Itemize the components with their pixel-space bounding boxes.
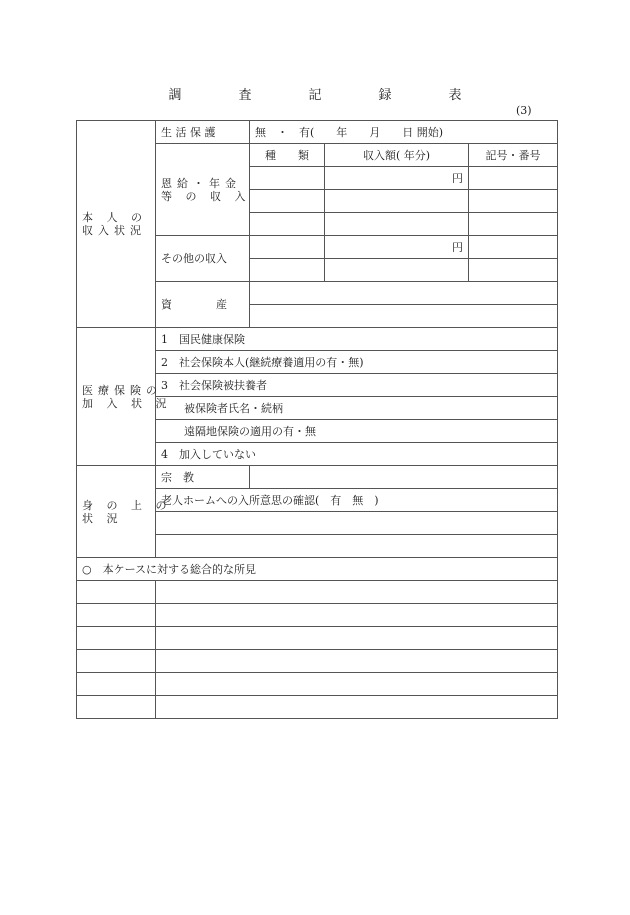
insured-person-name-field[interactable]: 被保険者氏名・続柄 — [156, 397, 558, 420]
opinion-line[interactable] — [156, 627, 558, 650]
page-number: (3) — [516, 104, 532, 117]
col-code-header: 記号・番号 — [469, 144, 558, 167]
religion-field[interactable] — [250, 466, 558, 489]
insurance-option[interactable]: 4 加入していない — [156, 443, 558, 466]
opinion-left-cell[interactable] — [77, 650, 156, 673]
other-code-cell[interactable] — [469, 236, 558, 259]
opinion-left-cell[interactable] — [77, 581, 156, 604]
income-section-label: 本 人 の 収入状況 — [77, 121, 156, 328]
personal-note-line[interactable] — [156, 512, 558, 535]
welfare-label: 生 活 保 護 — [156, 121, 250, 144]
pension-type-cell[interactable] — [250, 167, 325, 190]
col-type-header: 種 類 — [250, 144, 325, 167]
pension-income-label: 恩給・年金 等 の 収 入 — [156, 144, 250, 236]
other-type-cell[interactable] — [250, 236, 325, 259]
opinion-left-cell[interactable] — [77, 696, 156, 719]
other-amount-cell[interactable] — [325, 259, 469, 282]
opinion-heading: ○ 本ケースに対する総合的な所見 — [77, 558, 558, 581]
pension-type-cell[interactable] — [250, 213, 325, 236]
assets-label: 資 産 — [156, 282, 250, 328]
nursing-home-intent[interactable]: 老人ホームへの入所意思の確認( 有 無 ) — [156, 489, 558, 512]
insurance-option[interactable]: 1 国民健康保険 — [156, 328, 558, 351]
pension-code-cell[interactable] — [469, 190, 558, 213]
opinion-left-cell[interactable] — [77, 673, 156, 696]
opinion-left-cell[interactable] — [77, 627, 156, 650]
religion-label: 宗 教 — [156, 466, 250, 489]
other-code-cell[interactable] — [469, 259, 558, 282]
personal-section-label: 身 の 上 の 状 況 — [77, 466, 156, 558]
other-type-cell[interactable] — [250, 259, 325, 282]
opinion-line[interactable] — [156, 581, 558, 604]
personal-note-line[interactable] — [156, 535, 558, 558]
opinion-line[interactable] — [156, 650, 558, 673]
insurance-option[interactable]: 3 社会保険被扶養者 — [156, 374, 558, 397]
assets-cell[interactable] — [250, 305, 558, 328]
other-amount-cell[interactable]: 円 — [325, 236, 469, 259]
pension-amount-cell[interactable] — [325, 190, 469, 213]
col-amount-header: 収入額( 年分) — [325, 144, 469, 167]
welfare-value[interactable]: 無 ・ 有( 年 月 日 開始) — [250, 121, 558, 144]
survey-record-table — [76, 120, 558, 719]
assets-cell[interactable] — [250, 282, 558, 305]
remote-area-insurance-field[interactable]: 遠隔地保険の適用の有・無 — [156, 420, 558, 443]
other-income-label: その他の収入 — [156, 236, 250, 282]
pension-code-cell[interactable] — [469, 167, 558, 190]
opinion-line[interactable] — [156, 604, 558, 627]
opinion-line[interactable] — [156, 696, 558, 719]
pension-amount-cell[interactable] — [325, 213, 469, 236]
pension-code-cell[interactable] — [469, 213, 558, 236]
opinion-left-cell[interactable] — [77, 604, 156, 627]
form-title: 調 査 記 録 表 — [168, 88, 484, 103]
insurance-section-label: 医療保険の 加 入 状 況 — [77, 328, 156, 466]
pension-type-cell[interactable] — [250, 190, 325, 213]
insurance-option[interactable]: 2 社会保険本人(継続療養適用の有・無) — [156, 351, 558, 374]
opinion-line[interactable] — [156, 673, 558, 696]
pension-amount-cell[interactable]: 円 — [325, 167, 469, 190]
